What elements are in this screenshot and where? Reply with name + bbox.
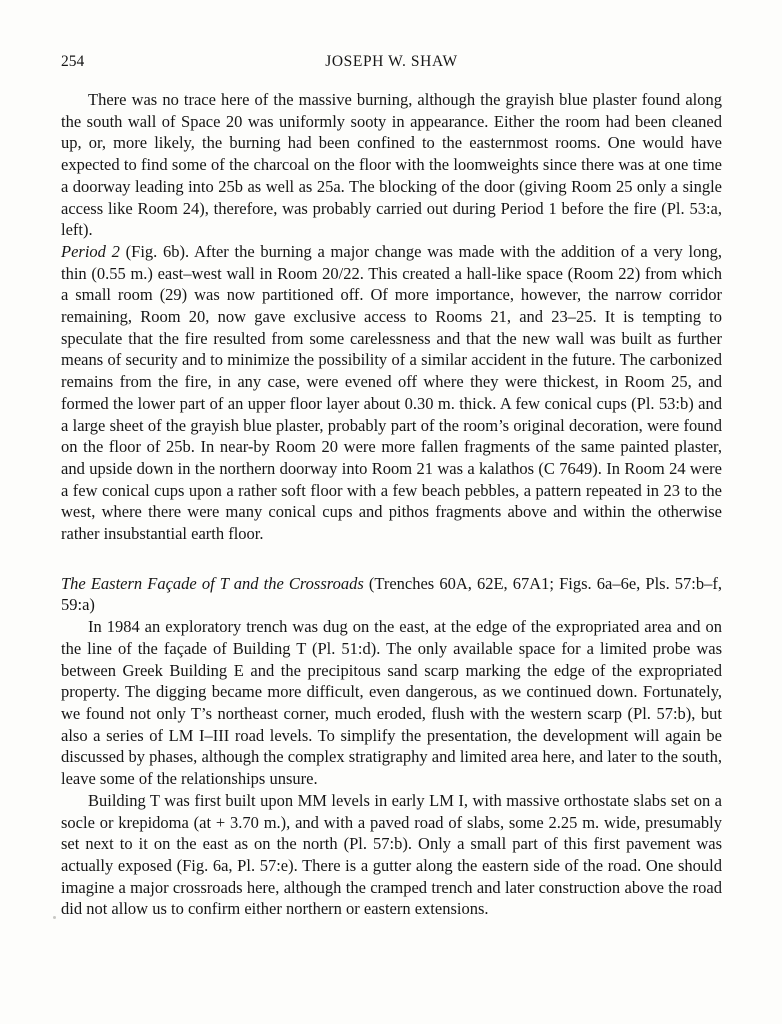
scan-artifact-dot [53,916,56,919]
page-number: 254 [61,53,85,70]
section-title-roman: (Trenches 60A, 62E, 67A1; Figs. 6a–6e, Pls. 57:b–f, 59:a) [61,573,722,615]
section-title-italic: The Eastern Façade of T and the Crossroads [61,573,364,593]
paragraph-1984-trench: In 1984 an exploratory trench was dug on the east, at the edge of the expropriated area and on the line of the façade of Building T (Pl. 51:d). The only available space for a limited probe was between Greek Building E and the precipitous sand scarp marking the edge of the expropriated property. The digging became more difficult, even dangerous, as we continued down. Fortunately, we found not only T’s northeast corner, much eroded, flush with the western scarp (Pl. 57:b), but also a series of LM I–III road levels. To simplify the presentation, the development will again be discussed by phases, although the complex stratigraphy and limited area here, and later to the south, leave some of the relationships unsure. [61,617,722,789]
paragraph-building-t: Building T was first built upon MM levels in early LM I, with massive orthostate slabs set on a socle or krepidoma (at + 3.70 m.), and with a paved road of slabs, some 2.25 m. wide, presumably set next to it on the east as on the north (Pl. 57:b). Only a small part of this first pavement was actually exposed (Fig. 6a, Pl. 57:e). There is a gutter along the eastern side of the road. One should imagine a major crossroads here, although the cramped trench and later construction above the road did not allow us to confirm either northern or eastern extensions. [61,790,722,919]
period-2-text: (Fig. 6b). After the burning a major change was made with the addition of a very long, thin (0.55 m.) east–west wall in Room 20/22. This created a hall-like space (Room 22) from which a small room (29) was now partitioned off. Of more importance, however, the narrow corridor remaining, Room 20, now gave exclusive access to Rooms 21, and 23–25. It is tempting to speculate that the fire resulted from some carelessness and that the new wall was built as further means of security and to minimize the possibility of a similar accident in the future. The carbonized remains from the fire, in any case, were evened off where they were thickest, in Room 25, and formed the lower part of an upper floor layer about 0.30 m. thick. A few conical cups (Pl. 53:b) and a large sheet of the grayish blue plaster, probably part of the room’s original decoration, were found on the floor of 25b. In near-by Room 20 were more fallen fragments of the same painted plaster, and upside down in the northern doorway into Room 21 was a kalathos (C 7649). In Room 24 were a few conical cups upon a rather soft floor with a few beach pebbles, a pattern repeated in 23 to the west, where there were many conical cups and pithos fragments above and within the otherwise rather insubstantial earth floor. [61,241,722,544]
running-head [61,52,722,72]
section-heading [61,573,722,616]
period-2-lead-italic: Period 2 [61,241,120,261]
paragraph-burning-trace: There was no trace here of the massive burning, although the grayish blue plaster found along the south wall of Space 20 was uniformly sooty in appearance. Either the room had been cleaned up, or, more likely, the burning had been confined to the easternmost rooms. One would have expected to find some of the charcoal on the floor with the loomweights since there was at one time a doorway leading into 25b as well as 25a. The blocking of the door (giving Room 25 only a single access like Room 24), therefore, was probably carried out during Period 1 before the fire (Pl. 53:a, left). [61,90,722,240]
running-header-title: JOSEPH W. SHAW [325,53,458,70]
paragraph-period-2 [61,241,722,545]
page-body [61,89,722,920]
